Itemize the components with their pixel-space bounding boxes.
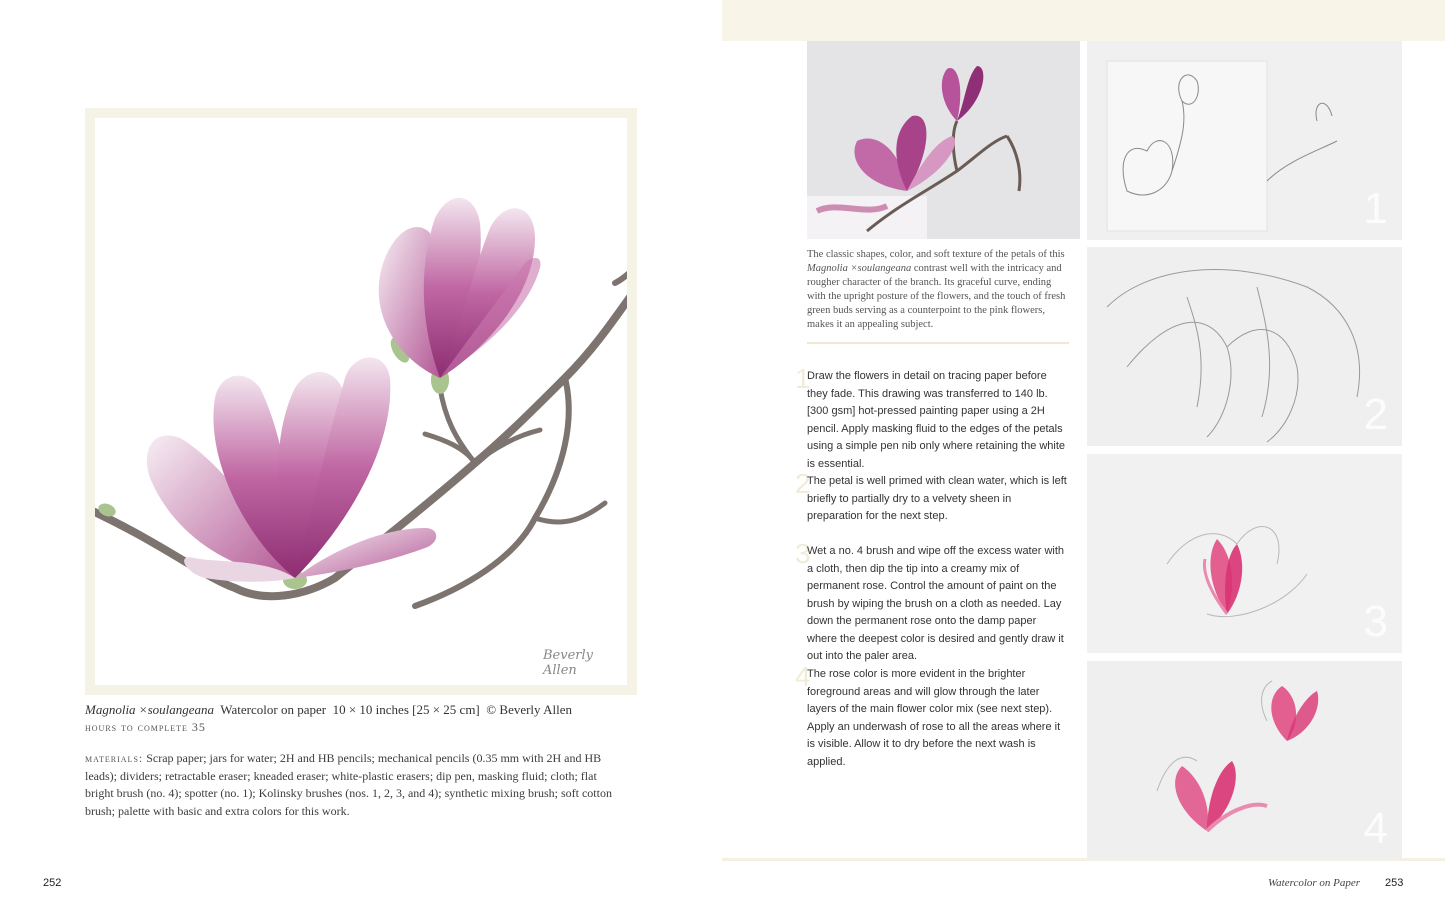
materials-label: materials: <box>85 751 144 765</box>
painting-caption <box>85 702 572 718</box>
step-number-3: 3 <box>1363 597 1388 646</box>
photo-caption-part-1: The classic shapes, color, and soft texture of the petals of this <box>807 249 1065 260</box>
page-number-left: 252 <box>43 877 62 889</box>
step-2-number: 2 <box>795 468 811 499</box>
step-number-4: 4 <box>1363 804 1388 853</box>
caption-divider <box>807 342 1069 344</box>
header-band <box>722 0 1445 41</box>
magnolia-painting <box>95 118 627 685</box>
page-number-right: 253 <box>1385 877 1404 889</box>
step-1-text: Draw the flowers in detail on tracing paper before they fade. This drawing was transferred to 140 lb. [300 gsm] hot-pressed painting paper using a 2H pencil. Apply masking fluid to the edges of the petals using a simple pen nib only where retaining the white is essential. <box>807 370 1066 470</box>
materials-list <box>85 750 625 820</box>
step-number-1: 1 <box>1363 184 1388 233</box>
step-1 <box>795 363 1069 473</box>
credit-text: © Beverly Allen <box>486 702 572 717</box>
materials-text: Scrap paper; jars for water; 2H and HB pencils; mechanical pencils (0.35 mm with 2H and HB leads); dividers; retractable eraser; kneaded eraser; white-plastic erasers; dip pen, masking fluid; cloth; flat bright brush (no. 4); spotter (no. 1); Kolinsky brushes (nos. 1, 2, 3, and 4); synthetic mixing brush; soft cotton brush; palette with basic and extra colors for this work. <box>85 751 612 818</box>
step-photo-1 <box>1087 41 1402 240</box>
step-4-number: 4 <box>795 661 811 692</box>
medium-text: Watercolor on paper <box>220 702 327 717</box>
step-4 <box>795 661 1069 771</box>
photo-caption-part-2: contrast well with the intricacy and rougher character of the branch. Its graceful curve, ending with the upright posture of the flowers, and the touch of fresh green buds serving as a counterpoint to the pink flowers, makes it an appealing subject. <box>807 263 1066 330</box>
step-number-2: 2 <box>1363 390 1388 439</box>
reference-photo <box>807 41 1080 239</box>
step-photo-2 <box>1087 247 1402 446</box>
artist-signature: Beverly Allen <box>543 648 594 678</box>
photo-caption <box>807 248 1069 332</box>
step-3-number: 3 <box>795 538 811 569</box>
step-1-number: 1 <box>795 363 811 394</box>
step-4-text: The rose color is more evident in the brighter foreground areas and will glow through the later layers of the main flower color mix (see next step). Apply an underwash of rose to all the areas where it is visible. Allow it to dry before the next wash is applied. <box>807 668 1061 768</box>
photo-caption-species: Magnolia ×soulangeana <box>807 263 912 274</box>
hours-to-complete: hours to complete 35 <box>85 720 206 734</box>
species-name: Magnolia ×soulangeana <box>85 702 215 717</box>
step-2-text: The petal is well primed with clean water, which is left briefly to partially dry to a velvety sheen in preparation for the next step. <box>807 475 1067 522</box>
step-3-text: Wet a no. 4 brush and wipe off the excess water with a cloth, then dip the tip into a creamy mix of permanent rose. Control the amount of paint on the brush by wiping the brush on a cloth as needed. Lay down the permanent rose onto the damp paper where the deepest color is desired and gently draw it out into the paler area. <box>807 545 1065 662</box>
step-2 <box>795 468 1069 526</box>
step-3 <box>795 538 1069 666</box>
size-text: 10 × 10 inches [25 × 25 cm] <box>332 702 480 717</box>
running-title: Watercolor on Paper <box>1268 877 1361 889</box>
step-photo-4 <box>1087 661 1402 860</box>
step-photo-3 <box>1087 454 1402 653</box>
